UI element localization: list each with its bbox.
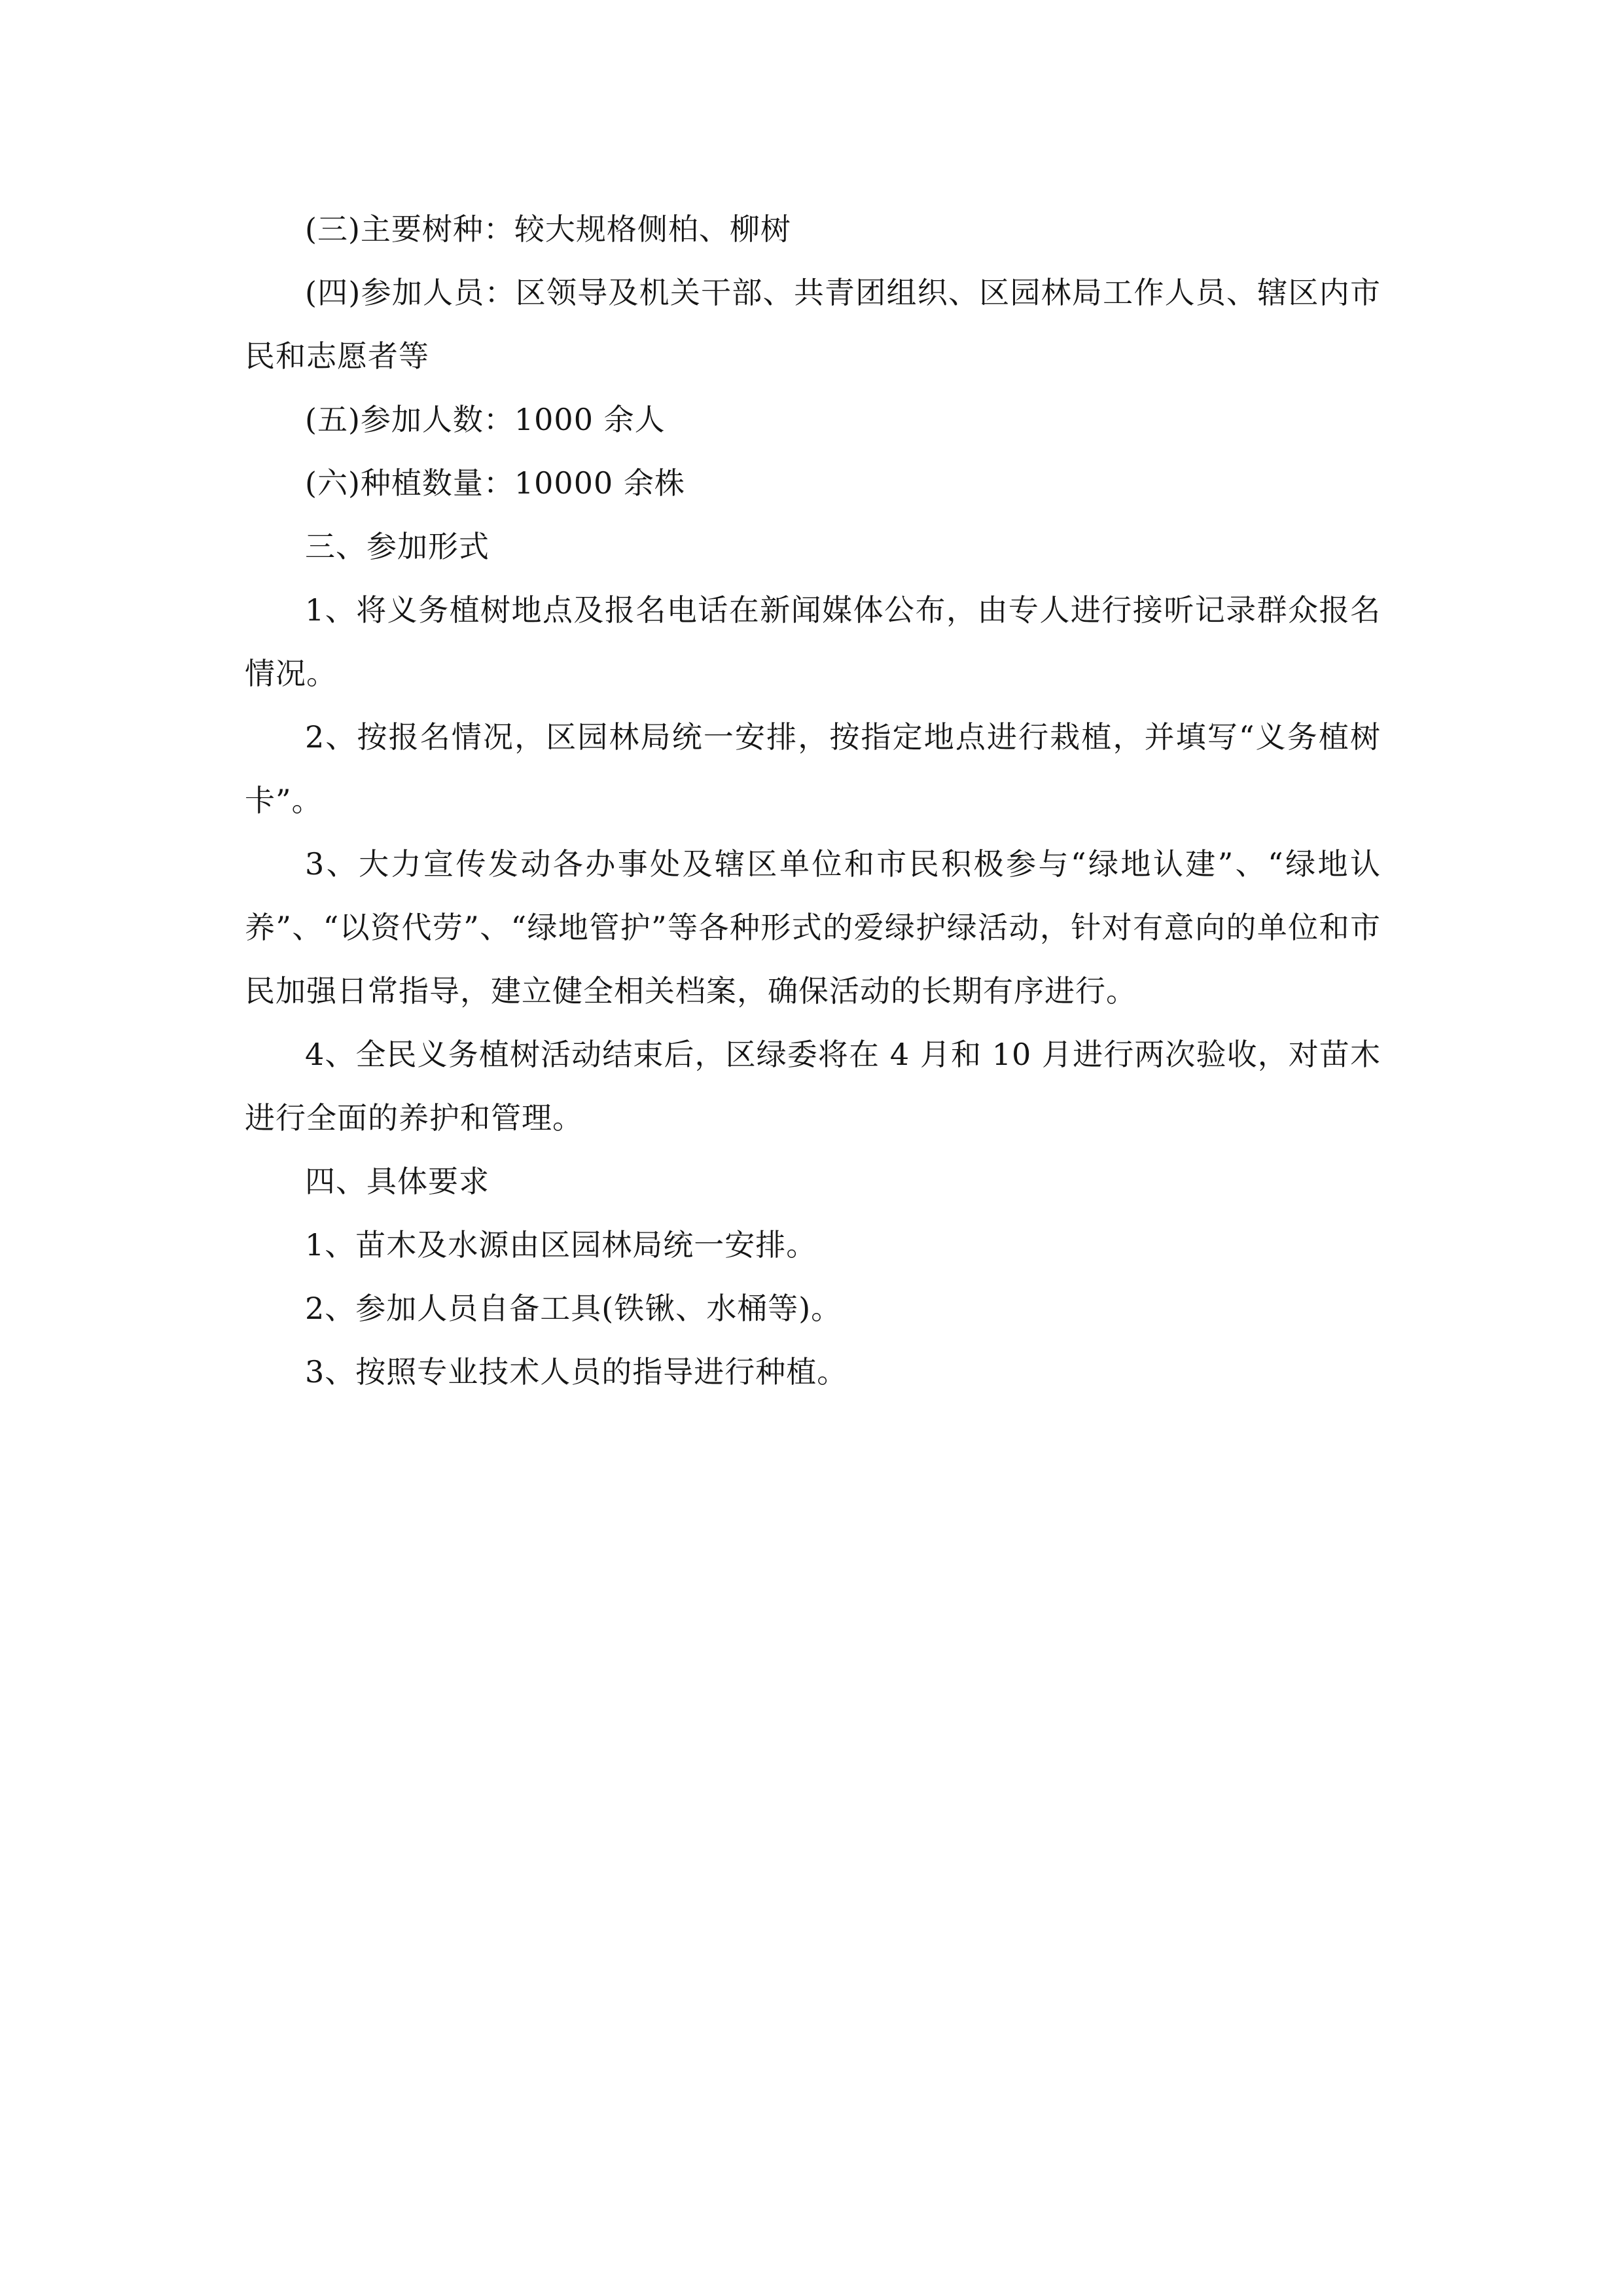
paragraph-participant-count: (五)参加人数：1000 余人 (305, 402, 666, 437)
paragraph-requirement-item-1: 1、苗木及水源由区园林局统一安排。 (305, 1227, 817, 1263)
document-body (245, 198, 1381, 1404)
section-heading-participation-form: 三、参加形式 (305, 529, 490, 564)
paragraph-participants: (四)参加人员：区领导及机关干部、共青团组织、区园林局工作人员、辖区内市民和志愿者等 (245, 275, 1381, 374)
paragraph-planting-quantity: (六)种植数量：10000 余株 (305, 465, 685, 501)
section-heading-requirements: 四、具体要求 (305, 1164, 490, 1199)
paragraph-participation-item-3: 3、大力宣传发动各办事处及辖区单位和市民积极参与“绿地认建”、“绿地认养”、“以资代劳”、“绿地管护”等各种形式的爱绿护绿活动，针对有意向的单位和市民加强日常指导，建立健全相关档案，确保活动的长期有序进行。 (245, 846, 1381, 1009)
paragraph-main-species: (三)主要树种：较大规格侧柏、柳树 (305, 211, 791, 247)
paragraph-participation-item-2: 2、按报名情况，区园林局统一安排，按指定地点进行栽植，并填写“义务植树卡”。 (245, 719, 1381, 818)
paragraph-requirement-item-3: 3、按照专业技术人员的指导进行种植。 (305, 1354, 848, 1390)
paragraph-requirement-item-2: 2、参加人员自备工具(铁锹、水桶等)。 (305, 1291, 842, 1326)
paragraph-participation-item-1: 1、将义务植树地点及报名电话在新闻媒体公布，由专人进行接听记录群众报名情况。 (245, 592, 1381, 691)
paragraph-participation-item-4: 4、全民义务植树活动结束后，区绿委将在 4 月和 10 月进行两次验收，对苗木进行全面的养护和管理。 (245, 1037, 1381, 1136)
